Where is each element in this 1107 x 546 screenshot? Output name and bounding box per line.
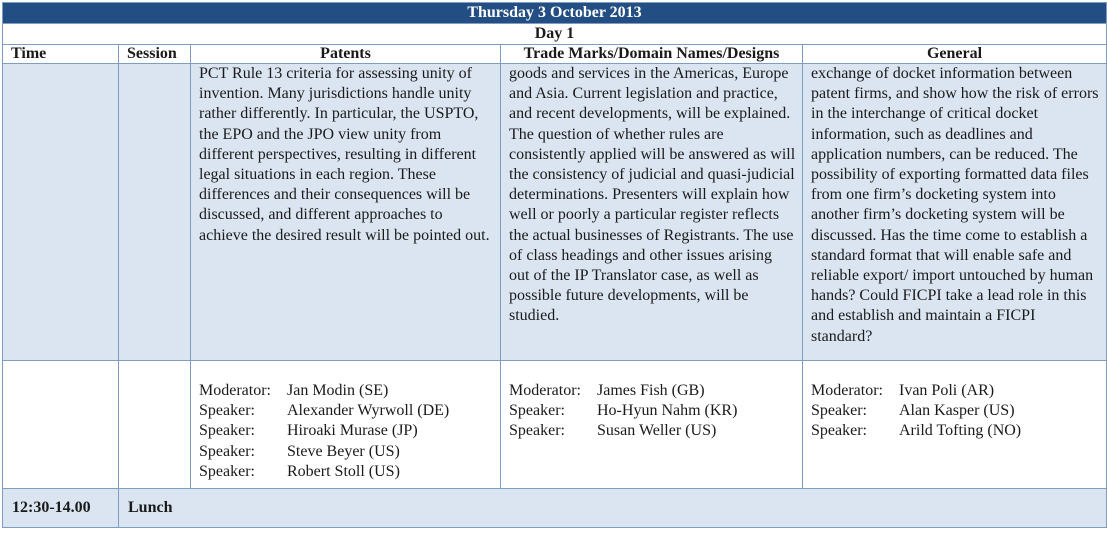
speaker-line bbox=[811, 381, 1106, 401]
speaker-role: Speaker: bbox=[199, 402, 255, 420]
lunch-row bbox=[3, 489, 1107, 528]
lunch-time: 12:30-14.00 bbox=[3, 489, 119, 528]
speaker-role: Speaker: bbox=[199, 422, 255, 440]
speaker-role: Speaker: bbox=[811, 402, 867, 420]
speaker-role: Speaker: bbox=[509, 402, 565, 420]
column-header-row bbox=[3, 45, 1107, 64]
general-speakers bbox=[803, 361, 1107, 489]
speaker-name: James Fish (GB) bbox=[597, 382, 705, 399]
description-row bbox=[3, 64, 1107, 361]
speaker-line bbox=[509, 401, 802, 421]
speaker-name: Susan Weller (US) bbox=[597, 422, 717, 440]
speaker-line bbox=[199, 442, 500, 462]
speaker-name: Arild Tofting (NO) bbox=[899, 422, 1022, 440]
speaker-line bbox=[199, 421, 500, 441]
speaker-line bbox=[811, 401, 1106, 421]
speaker-line bbox=[199, 381, 500, 401]
speaker-name: Jan Modin (SE) bbox=[287, 382, 389, 399]
speaker-line bbox=[509, 381, 802, 401]
speaker-line bbox=[199, 401, 500, 421]
trademarks-description: goods and services in the Americas, Europe and Asia. Current legislation and practice, and recent developments, will be explained. The question of whether rules are consistently applied will be answered as will the consistency of judicial and quasi-judicial determinations. Presenters will explain how well or poorly a particular register reflects the actual businesses of Registrants. The use of class headings and other issues arising out of the IP Translator case, as well as possible future developments, will be studied. bbox=[501, 64, 803, 361]
header-trademarks: Trade Marks/Domain Names/Designs bbox=[501, 45, 803, 64]
speaker-role: Moderator: bbox=[199, 382, 271, 399]
speaker-name: Hiroaki Murase (JP) bbox=[287, 422, 418, 440]
patents-speakers bbox=[191, 361, 501, 489]
patents-description: PCT Rule 13 criteria for assessing unity of invention. Many jurisdictions handle unity rather differently. In particular, the USPTO, the EPO and the JPO view unity from different perspectives, resulting in different legal situations in each region. These differences and their consequences will be discussed, and different approaches to achieve the desired result will be pointed out. bbox=[191, 64, 501, 361]
lunch-label: Lunch bbox=[119, 489, 1107, 528]
day-label: Day 1 bbox=[3, 24, 1107, 45]
speaker-role: Moderator: bbox=[811, 382, 883, 399]
speaker-role: Speaker: bbox=[199, 462, 255, 480]
time-cell-empty bbox=[3, 64, 119, 361]
date-banner: Thursday 3 October 2013 bbox=[3, 3, 1107, 24]
time-cell-empty bbox=[3, 361, 119, 489]
speaker-role: Speaker: bbox=[199, 442, 255, 460]
session-cell-empty bbox=[119, 64, 191, 361]
speaker-line bbox=[199, 462, 500, 482]
speaker-role: Speaker: bbox=[509, 422, 565, 440]
header-time: Time bbox=[3, 45, 119, 64]
speaker-name: Ho-Hyun Nahm (KR) bbox=[597, 402, 738, 420]
general-description: exchange of docket information between patent firms, and show how the risk of errors in the interchange of critical docket information, such as deadlines and application numbers, can be reduced. The possibility of exporting formatted data files from one firm’s docketing system into another firm’s docketing system will be discussed. Has the time come to establish a standard format that will enable safe and reliable export/ import untouched by human hands? Could FICPI take a lead role in this and establish and maintain a FICPI standard? bbox=[803, 64, 1107, 361]
speaker-name: Alexander Wyrwoll (DE) bbox=[287, 402, 450, 420]
session-cell-empty bbox=[119, 361, 191, 489]
speaker-role: Speaker: bbox=[811, 422, 867, 440]
speaker-name: Ivan Poli (AR) bbox=[899, 382, 995, 399]
speaker-name: Steve Beyer (US) bbox=[287, 442, 400, 460]
trademarks-speakers bbox=[501, 361, 803, 489]
header-session: Session bbox=[119, 45, 191, 64]
speaker-line bbox=[509, 421, 802, 441]
schedule-table bbox=[2, 2, 1107, 528]
speaker-name: Alan Kasper (US) bbox=[899, 402, 1015, 420]
speaker-line bbox=[811, 421, 1106, 441]
speaker-role: Moderator: bbox=[509, 382, 581, 399]
speakers-row bbox=[3, 361, 1107, 489]
header-general: General bbox=[803, 45, 1107, 64]
speaker-name: Robert Stoll (US) bbox=[287, 462, 400, 480]
header-patents: Patents bbox=[191, 45, 501, 64]
